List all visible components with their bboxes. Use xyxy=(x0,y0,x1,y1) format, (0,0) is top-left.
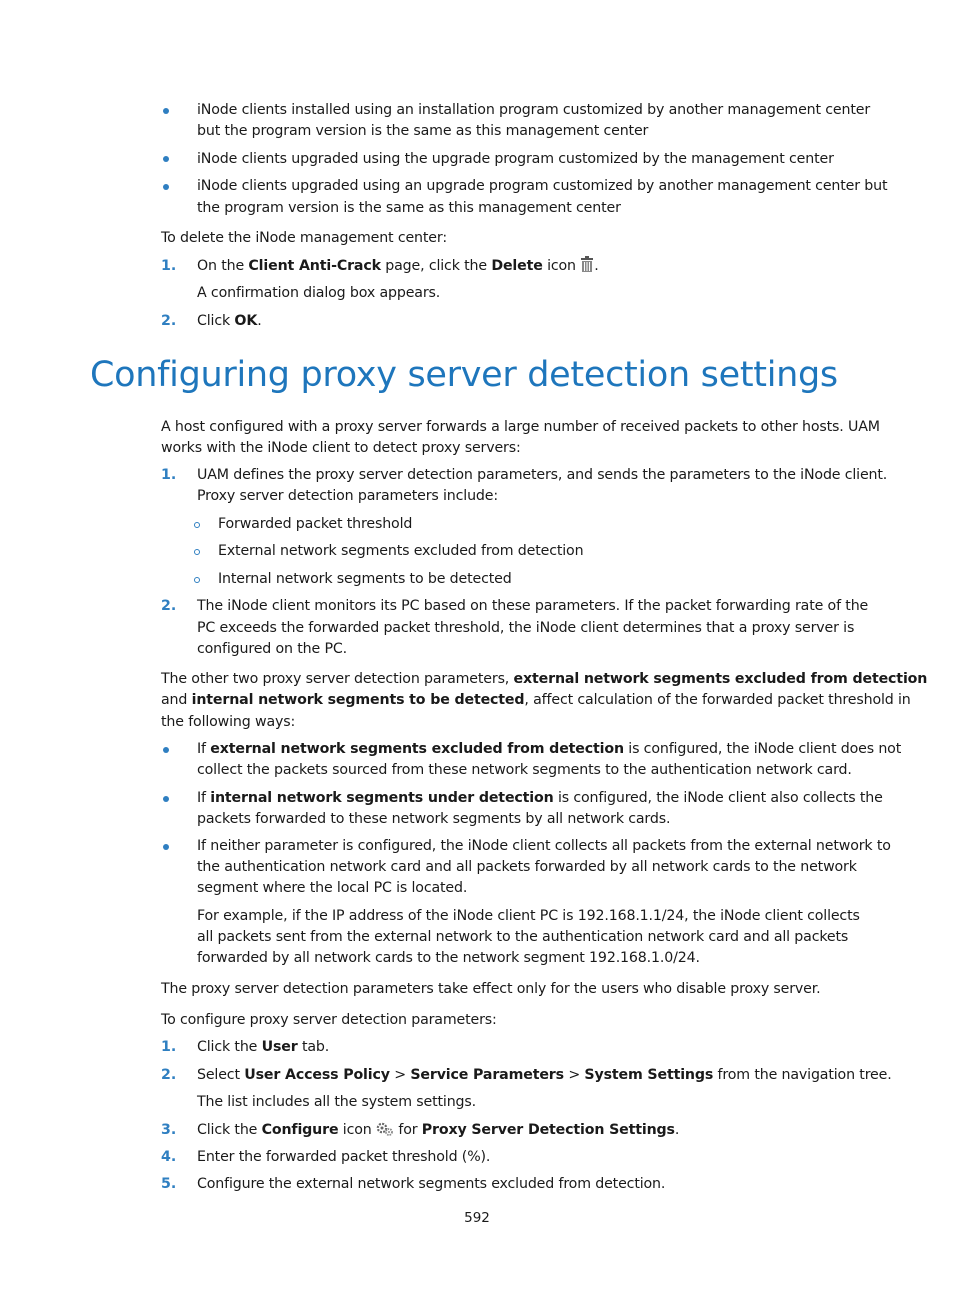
trash-icon xyxy=(580,256,594,272)
way-line: If neither parameter is configured, the iNode client collects all packets from the external network to xyxy=(197,838,891,854)
bullet-icon xyxy=(163,844,169,850)
step-number: 5. xyxy=(161,1176,177,1192)
example-line: forwarded by all network cards to the network segment 192.168.1.0/24. xyxy=(197,950,700,966)
sub-bullet-icon xyxy=(194,549,200,555)
bullet-line: iNode clients installed using an installation program customized by another management center xyxy=(197,102,871,118)
bullet-icon xyxy=(163,108,169,114)
bullet-icon xyxy=(163,156,169,162)
configure-gear-icon xyxy=(376,1122,394,1136)
step-number: 2. xyxy=(161,598,177,614)
sub-bullet-icon xyxy=(194,522,200,528)
step-number: 1. xyxy=(161,1039,177,1055)
bullet-line: the program version is the same as this management center xyxy=(197,200,621,216)
other-params-line: The other two proxy server detection parameters, external network segments excluded from detection xyxy=(161,671,928,687)
sub-item: Internal network segments to be detected xyxy=(218,571,512,587)
step-number: 4. xyxy=(161,1149,177,1165)
delete-step-1: On the Client Anti-Crack page, click the Delete icon . xyxy=(197,258,599,274)
detect-step-line: UAM defines the proxy server detection parameters, and sends the parameters to the iNode client. xyxy=(197,467,888,483)
detect-step-line: The iNode client monitors its PC based on these parameters. If the packet forwarding rate of the xyxy=(197,598,869,614)
config-step-5: Configure the external network segments excluded from detection. xyxy=(197,1176,666,1192)
delete-intro: To delete the iNode management center: xyxy=(161,230,447,246)
way-line: collect the packets sourced from these network segments to the authentication network card. xyxy=(197,762,852,778)
bullet-line: iNode clients upgraded using the upgrade program customized by the management center xyxy=(197,151,834,167)
other-params-line: the following ways: xyxy=(161,714,296,730)
delete-step-1-note: A confirmation dialog box appears. xyxy=(197,285,441,301)
section-heading: Configuring proxy server detection settings xyxy=(90,355,838,395)
way-line: If external network segments excluded from detection is configured, the iNode client does not xyxy=(197,741,902,757)
config-step-4: Enter the forwarded packet threshold (%). xyxy=(197,1149,491,1165)
bullet-icon xyxy=(163,747,169,753)
example-line: all packets sent from the external network to the authentication network card and all packets xyxy=(197,929,849,945)
config-step-2: Select User Access Policy > Service Parameters > System Settings from the navigation tree. xyxy=(197,1067,892,1083)
bullet-line: iNode clients upgraded using an upgrade program customized by another management center but xyxy=(197,178,888,194)
way-line: the authentication network card and all packets forwarded by all network cards to the network xyxy=(197,859,857,875)
example-line: For example, if the IP address of the iNode client PC is 192.168.1.1/24, the iNode client collects xyxy=(197,908,860,924)
config-step-1: Click the User tab. xyxy=(197,1039,330,1055)
step-number: 1. xyxy=(161,258,177,274)
sub-bullet-icon xyxy=(194,577,200,583)
sub-item: Forwarded packet threshold xyxy=(218,516,413,532)
way-line: If internal network segments under detection is configured, the iNode client also collects the xyxy=(197,790,883,806)
step-number: 2. xyxy=(161,1067,177,1083)
bullet-icon xyxy=(163,796,169,802)
way-line: segment where the local PC is located. xyxy=(197,880,468,896)
step-number: 3. xyxy=(161,1122,177,1138)
way-line: packets forwarded to these network segments by all network cards. xyxy=(197,811,671,827)
page-number: 592 xyxy=(464,1210,490,1226)
bullet-line: but the program version is the same as this management center xyxy=(197,123,649,139)
intro-line: works with the iNode client to detect proxy servers: xyxy=(161,440,521,456)
detect-step-line: configured on the PC. xyxy=(197,641,347,657)
bullet-icon xyxy=(163,184,169,190)
effect-note: The proxy server detection parameters take effect only for the users who disable proxy server. xyxy=(161,981,821,997)
config-step-3: Click the Configure icon for Proxy Server Detection Settings. xyxy=(197,1122,680,1138)
other-params-line: and internal network segments to be detected, affect calculation of the forwarded packet threshold in xyxy=(161,692,911,708)
config-step-2-note: The list includes all the system settings. xyxy=(197,1094,477,1110)
detect-step-line: PC exceeds the forwarded packet threshold, the iNode client determines that a proxy server is xyxy=(197,620,855,636)
intro-line: A host configured with a proxy server forwards a large number of received packets to other hosts. UAM xyxy=(161,419,880,435)
step-number: 1. xyxy=(161,467,177,483)
detect-step-line: Proxy server detection parameters include: xyxy=(197,488,498,504)
step-number: 2. xyxy=(161,313,177,329)
config-intro: To configure proxy server detection parameters: xyxy=(161,1012,497,1028)
sub-item: External network segments excluded from detection xyxy=(218,543,584,559)
delete-step-2: Click OK. xyxy=(197,313,262,329)
